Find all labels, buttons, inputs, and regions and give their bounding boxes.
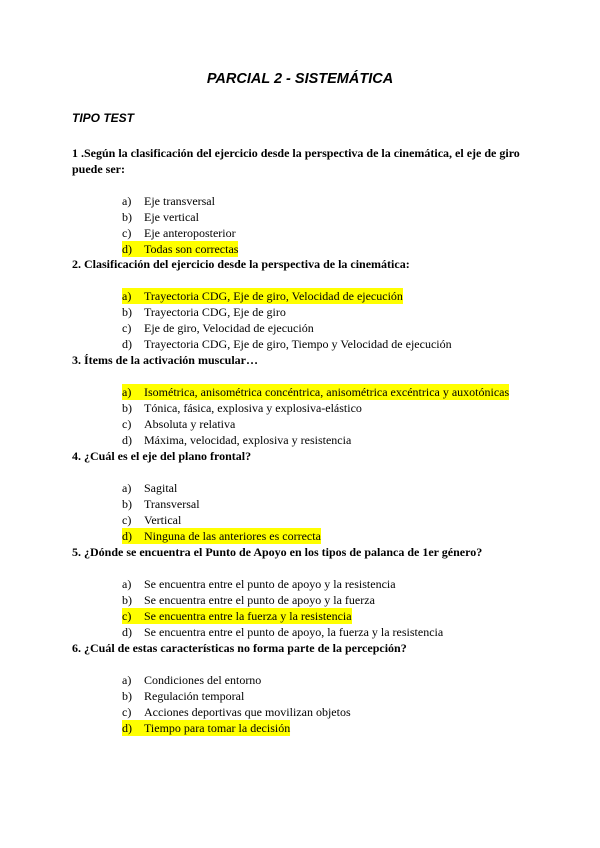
option-letter: b) bbox=[122, 305, 132, 319]
answer-option-1-2 bbox=[122, 209, 199, 225]
option-text-highlighted: Se encuentra entre la fuerza y la resistencia bbox=[144, 609, 352, 623]
option-letter: d) bbox=[122, 528, 144, 544]
option-text-highlighted: Tiempo para tomar la decisión bbox=[144, 721, 291, 735]
option-text-highlighted: Todas son correctas bbox=[144, 242, 239, 256]
option-letter: b) bbox=[122, 689, 132, 703]
option-letter: a) bbox=[122, 481, 132, 495]
question-text: 2. Clasificación del ejercicio desde la perspectiva de la cinemática: bbox=[72, 257, 410, 271]
answer-option-5-1 bbox=[122, 576, 396, 592]
option-text: Se encuentra entre el punto de apoyo y la fuerza bbox=[144, 593, 375, 607]
option-letter: c) bbox=[122, 513, 132, 527]
answer-option-1-3 bbox=[122, 225, 236, 241]
question-text-continued: puede ser: bbox=[72, 162, 125, 176]
option-letter: d) bbox=[122, 433, 132, 447]
answer-option-6-3 bbox=[122, 704, 351, 720]
option-text: Sagital bbox=[144, 481, 178, 495]
document-title: PARCIAL 2 - SISTEMÁTICA bbox=[206, 71, 394, 87]
section-heading: TIPO TEST bbox=[72, 111, 135, 125]
option-letter: b) bbox=[122, 497, 132, 511]
answer-option-1-4 bbox=[122, 241, 238, 257]
answer-option-3-2 bbox=[122, 400, 362, 416]
answer-option-2-4 bbox=[122, 336, 452, 352]
answer-option-6-2 bbox=[122, 688, 244, 704]
option-letter: a) bbox=[122, 577, 132, 591]
answer-option-5-2 bbox=[122, 592, 375, 608]
option-text: Transversal bbox=[144, 497, 200, 511]
answer-option-4-3 bbox=[122, 512, 181, 528]
option-letter: b) bbox=[122, 210, 132, 224]
option-text: Eje anteroposterior bbox=[144, 226, 236, 240]
option-text: Trayectoria CDG, Eje de giro bbox=[144, 305, 286, 319]
answer-option-3-1 bbox=[122, 384, 509, 400]
option-text: Trayectoria CDG, Eje de giro, Tiempo y Velocidad de ejecución bbox=[144, 337, 452, 351]
answer-option-2-2 bbox=[122, 304, 286, 320]
option-text: Eje vertical bbox=[144, 210, 199, 224]
option-text: Eje transversal bbox=[144, 194, 215, 208]
answer-option-4-1 bbox=[122, 480, 177, 496]
answer-option-1-1 bbox=[122, 193, 215, 209]
option-text: Regulación temporal bbox=[144, 689, 245, 703]
option-text-highlighted: Ninguna de las anteriores es correcta bbox=[144, 529, 321, 543]
question-text: 6. ¿Cuál de estas características no forma parte de la percepción? bbox=[72, 641, 407, 655]
answer-option-5-3 bbox=[122, 608, 352, 624]
option-text-highlighted: Trayectoria CDG, Eje de giro, Velocidad de ejecución bbox=[144, 289, 403, 303]
option-letter: b) bbox=[122, 401, 132, 415]
option-letter: a) bbox=[122, 673, 132, 687]
answer-option-6-1 bbox=[122, 672, 261, 688]
question-1 bbox=[72, 145, 532, 177]
answer-option-2-1 bbox=[122, 288, 403, 304]
answer-option-5-4 bbox=[122, 624, 443, 640]
option-letter: c) bbox=[122, 705, 132, 719]
question-4 bbox=[72, 448, 532, 464]
option-text-highlighted: Isométrica, anisométrica concéntrica, anisométrica excéntrica y auxotónicas bbox=[144, 385, 510, 399]
option-text: Se encuentra entre el punto de apoyo, la fuerza y la resistencia bbox=[144, 625, 444, 639]
option-letter: b) bbox=[122, 593, 132, 607]
option-text: Se encuentra entre el punto de apoyo y la resistencia bbox=[144, 577, 396, 591]
question-5 bbox=[72, 544, 532, 560]
option-letter: c) bbox=[122, 321, 132, 335]
option-letter: d) bbox=[122, 241, 144, 257]
answer-option-3-3 bbox=[122, 416, 235, 432]
answer-option-4-2 bbox=[122, 496, 200, 512]
question-3 bbox=[72, 352, 532, 368]
option-text: Tónica, fásica, explosiva y explosiva-elástico bbox=[144, 401, 362, 415]
option-letter: c) bbox=[122, 226, 132, 240]
question-text: 1 .Según la clasificación del ejercicio desde la perspectiva de la cinemática, el eje de giro bbox=[72, 146, 520, 160]
question-2 bbox=[72, 256, 532, 272]
option-text: Eje de giro, Velocidad de ejecución bbox=[144, 321, 314, 335]
option-text: Acciones deportivas que movilizan objetos bbox=[144, 705, 351, 719]
option-text: Condiciones del entorno bbox=[144, 673, 262, 687]
option-letter: d) bbox=[122, 337, 132, 351]
answer-option-3-4 bbox=[122, 432, 351, 448]
option-letter: a) bbox=[122, 384, 144, 400]
question-text: 4. ¿Cuál es el eje del plano frontal? bbox=[72, 449, 252, 463]
option-letter: d) bbox=[122, 720, 144, 736]
option-text: Absoluta y relativa bbox=[144, 417, 236, 431]
answer-option-6-4 bbox=[122, 720, 290, 736]
answer-option-4-4 bbox=[122, 528, 321, 544]
option-letter: a) bbox=[122, 288, 144, 304]
option-letter: a) bbox=[122, 194, 132, 208]
option-text: Máxima, velocidad, explosiva y resistencia bbox=[144, 433, 352, 447]
option-letter: c) bbox=[122, 417, 132, 431]
question-6 bbox=[72, 640, 532, 656]
question-text: 5. ¿Dónde se encuentra el Punto de Apoyo en los tipos de palanca de 1er género? bbox=[72, 545, 483, 559]
answer-option-2-3 bbox=[122, 320, 314, 336]
question-text: 3. Ítems de la activación muscular… bbox=[72, 353, 258, 367]
option-letter: c) bbox=[122, 608, 144, 624]
option-text: Vertical bbox=[144, 513, 182, 527]
option-letter: d) bbox=[122, 625, 132, 639]
